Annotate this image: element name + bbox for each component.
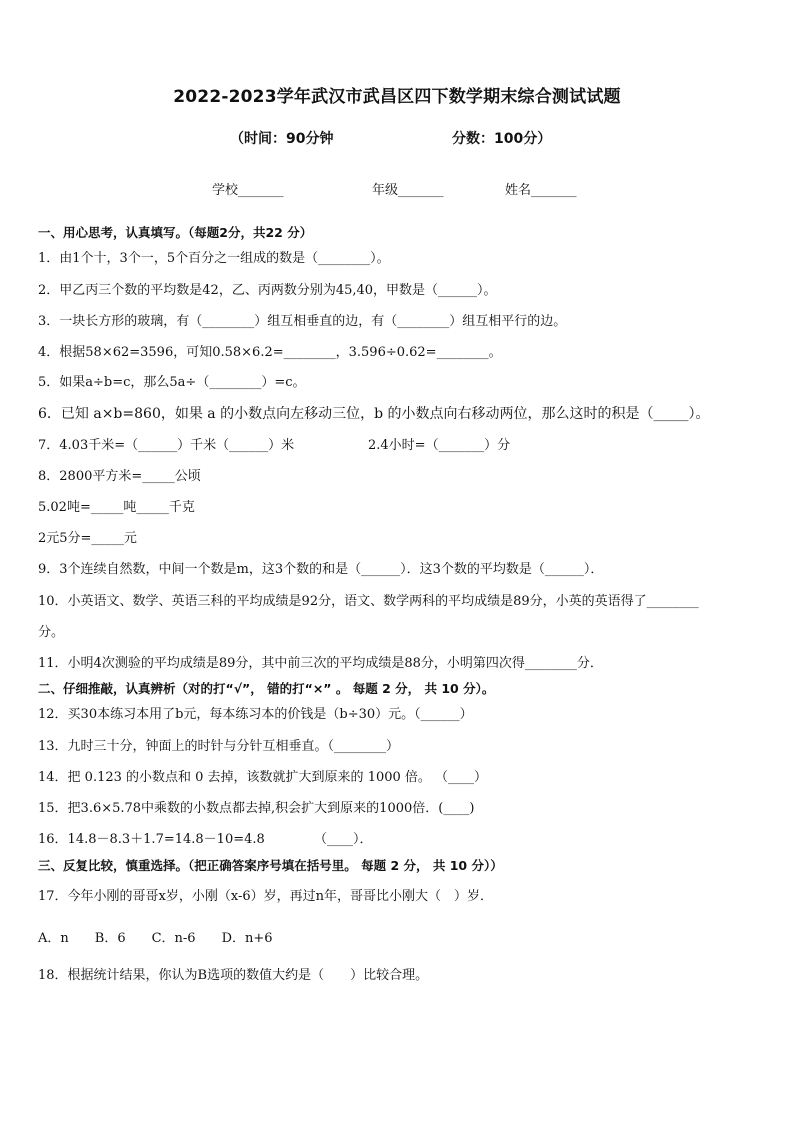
question-7a: 7．4.03千米=（______）千米（______）米 [38,438,295,453]
question-8c: 2元5分=_____元 [38,531,137,546]
question-17-options: A．n B．6 C．n-6 D．n+6 [38,931,273,946]
question-15: 15．把3.6×5.78中乘数的小数点都去掉,积会扩大到原来的1000倍．(____) [38,801,475,816]
question-9: 9．3个连续自然数，中间一个数是m，这3个数的和是（______）．这3个数的平均数是（______）． [38,562,604,577]
section-heading-2: 二、仔细推敲，认真辨析（对的打“√”， 错的打“×” 。 每题 2 分， 共 10 分）。 [38,681,495,696]
grade-field: 年级_______ [372,183,444,198]
question-10-continued: 分。 [38,625,65,640]
question-16: 16．14.8－8.3＋1.7=14.8－10=4.8 [38,832,265,847]
name-field: 姓名_______ [505,183,577,198]
question-8a: 8．2800平方米=_____公顷 [38,469,201,484]
question-16-answer: （____）． [314,832,373,847]
question-13: 13．九时三十分，钟面上的时针与分针互相垂直。（________） [38,739,400,754]
question-17: 17．今年小刚的哥哥x岁，小刚（x-6）岁，再过n年，哥哥比小刚大（ ）岁． [38,889,494,904]
question-14: 14．把 0.123 的小数点和 0 去掉，该数就扩大到原来的 1000 倍。 （____） [38,770,488,785]
question-12: 12．买30本练习本用了b元，每本练习本的价钱是（b÷30）元。（______） [38,707,473,722]
question-6: 6．已知 a×b=860，如果 a 的小数点向左移动三位，b 的小数点向右移动两位，那么这时的积是（_____）。 [38,406,710,422]
question-5: 5．如果a÷b=c，那么5a÷（________）=c。 [38,375,306,390]
question-1: 1．由1个十，3个一，5个百分之一组成的数是（________）。 [38,251,390,266]
question-10: 10．小英语文、数学、英语三科的平均成绩是92分，语文、数学两科的平均成绩是89分，小英的英语得了________ [38,594,699,609]
exam-score: 分数：100分） [452,131,552,147]
section-heading-1: 一、用心思考，认真填写。（每题2分，共22 分） [38,225,313,240]
page-title: 2022-2023学年武汉市武昌区四下数学期末综合测试试题 [173,87,621,107]
question-8b: 5.02吨=_____吨_____千克 [38,500,195,515]
question-3: 3．一块长方形的玻璃，有（________）组互相垂直的边，有（________）组互相平行的边。 [38,314,567,329]
section-heading-3: 三、反复比较，慎重选择。（把正确答案序号填在括号里。 每题 2 分， 共 10 分）） [38,858,503,873]
question-11: 11．小明4次测验的平均成绩是89分，其中前三次的平均成绩是88分，小明第四次得________分． [38,656,603,671]
exam-time: （时间：90分钟 [230,131,334,147]
question-4: 4．根据58×62=3596，可知0.58×6.2=________，3.596÷0.62=________。 [38,345,502,360]
question-7b: 2.4小时=（_______）分 [368,438,511,453]
question-18: 18．根据统计结果，你认为B选项的数值大约是（ ）比较合理。 [38,968,429,983]
question-2: 2．甲乙丙三个数的平均数是42，乙、丙两数分别为45,40，甲数是（______）。 [38,283,497,298]
school-field: 学校_______ [212,183,284,198]
